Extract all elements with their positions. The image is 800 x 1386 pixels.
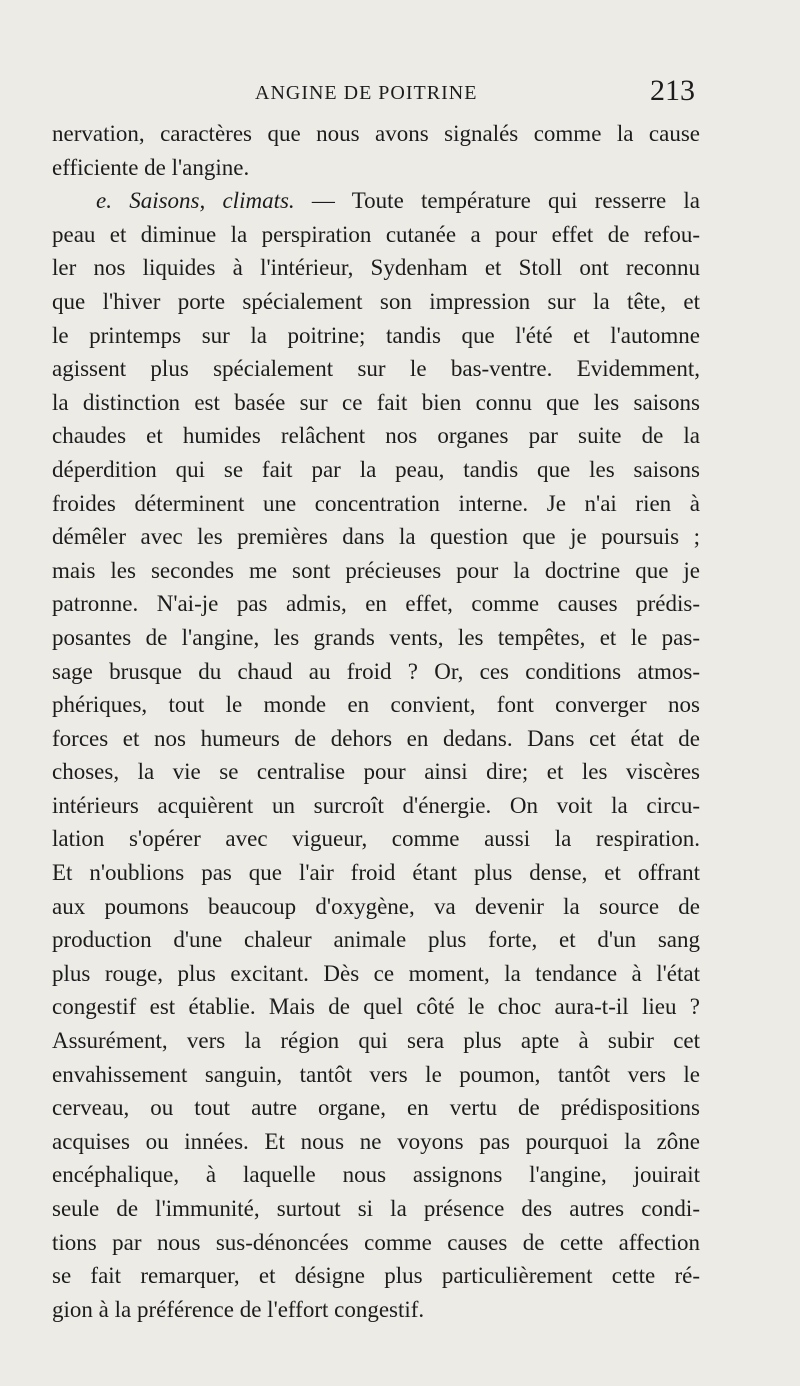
text-line: sage brusque du chaud au froid ? Or, ces conditions atmos-	[52, 658, 700, 684]
section-marker: e.	[96, 188, 112, 214]
text-line: Assurément, vers la région qui sera plus apte à subir cet	[52, 1028, 700, 1054]
text-line: mais les secondes me sont précieuses pour la doctrine que je	[52, 557, 700, 583]
text-line: la distinction est basée sur ce fait bien connu que les saisons	[52, 389, 700, 415]
text-line: le printemps sur la poitrine; tandis que l'été et l'automne	[52, 322, 700, 348]
text-line: chaudes et humides relâchent nos organes par suite de la	[52, 423, 700, 449]
running-title: ANGINE DE POITRINE	[255, 82, 478, 104]
section-title: Saisons, climats.	[129, 188, 295, 214]
body-text	[52, 117, 700, 1326]
text-line: forces et nos humeurs de dehors en dedans. Dans cet état de	[52, 725, 700, 751]
text-line: nervation, caractères que nous avons signalés comme la cause	[52, 121, 700, 146]
text-line: se fait remarquer, et désigne plus particulièrement cette ré-	[52, 1263, 700, 1289]
text-line: envahissement sanguin, tantôt vers le poumon, tantôt vers le	[52, 1061, 700, 1087]
text-line: production d'une chaleur animale plus forte, et d'un sang	[52, 927, 700, 953]
text-line: acquises ou innées. Et nous ne voyons pas pourquoi la zône	[52, 1128, 700, 1154]
text-line: encéphalique, à laquelle nous assignons l'angine, jouirait	[52, 1162, 700, 1188]
text-line: cerveau, ou tout autre organe, en vertu de prédispositions	[52, 1095, 700, 1121]
text-line: Et n'oublions pas que l'air froid étant plus dense, et offrant	[52, 860, 700, 886]
text-line: tions par nous sus-dénoncées comme causes de cette affection	[52, 1229, 700, 1255]
text-line: phériques, tout le monde en convient, font converger nos	[52, 692, 700, 718]
text-line: démêler avec les premières dans la question que je poursuis ;	[52, 524, 700, 550]
text-line: choses, la vie se centralise pour ainsi dire; et les viscères	[52, 759, 700, 785]
text-line: agissent plus spécialement sur le bas-ventre. Evidemment,	[52, 356, 700, 382]
text-line: froides déterminent une concentration interne. Je n'ai rien à	[52, 490, 700, 516]
text-line: efficiente de l'angine.	[52, 154, 250, 180]
text-line: lation s'opérer avec vigueur, comme aussi la respiration.	[52, 826, 700, 852]
page-header	[0, 74, 800, 114]
page-number: 213	[650, 74, 695, 107]
text-line: plus rouge, plus excitant. Dès ce moment, la tendance à l'état	[52, 960, 700, 986]
text-line: Toute température qui resserre la	[351, 188, 700, 214]
text-line: patronne. N'ai-je pas admis, en effet, comme causes prédis-	[52, 591, 700, 617]
text-line: posantes de l'angine, les grands vents, les tempêtes, et le pas-	[52, 624, 700, 650]
text-line: congestif est établie. Mais de quel côté le choc aura-t-il lieu ?	[52, 994, 700, 1020]
section-dash: —	[311, 188, 335, 214]
text-line: déperdition qui se fait par la peau, tandis que les saisons	[52, 456, 700, 482]
text-line: aux poumons beaucoup d'oxygène, va devenir la source de	[52, 893, 700, 919]
section-heading-line	[52, 184, 700, 218]
text-line: peau et diminue la perspiration cutanée a pour effet de refou-	[52, 221, 700, 247]
text-line: gion à la préférence de l'effort congestif.	[52, 1296, 425, 1322]
text-line: seule de l'immunité, surtout si la présence des autres condi-	[52, 1196, 700, 1221]
text-line: intérieurs acquièrent un surcroît d'énergie. On voit la circu-	[52, 792, 700, 818]
text-line: ler nos liquides à l'intérieur, Sydenham et Stoll ont reconnu	[52, 255, 700, 281]
text-line: que l'hiver porte spécialement son impression sur la tête, et	[52, 288, 700, 314]
